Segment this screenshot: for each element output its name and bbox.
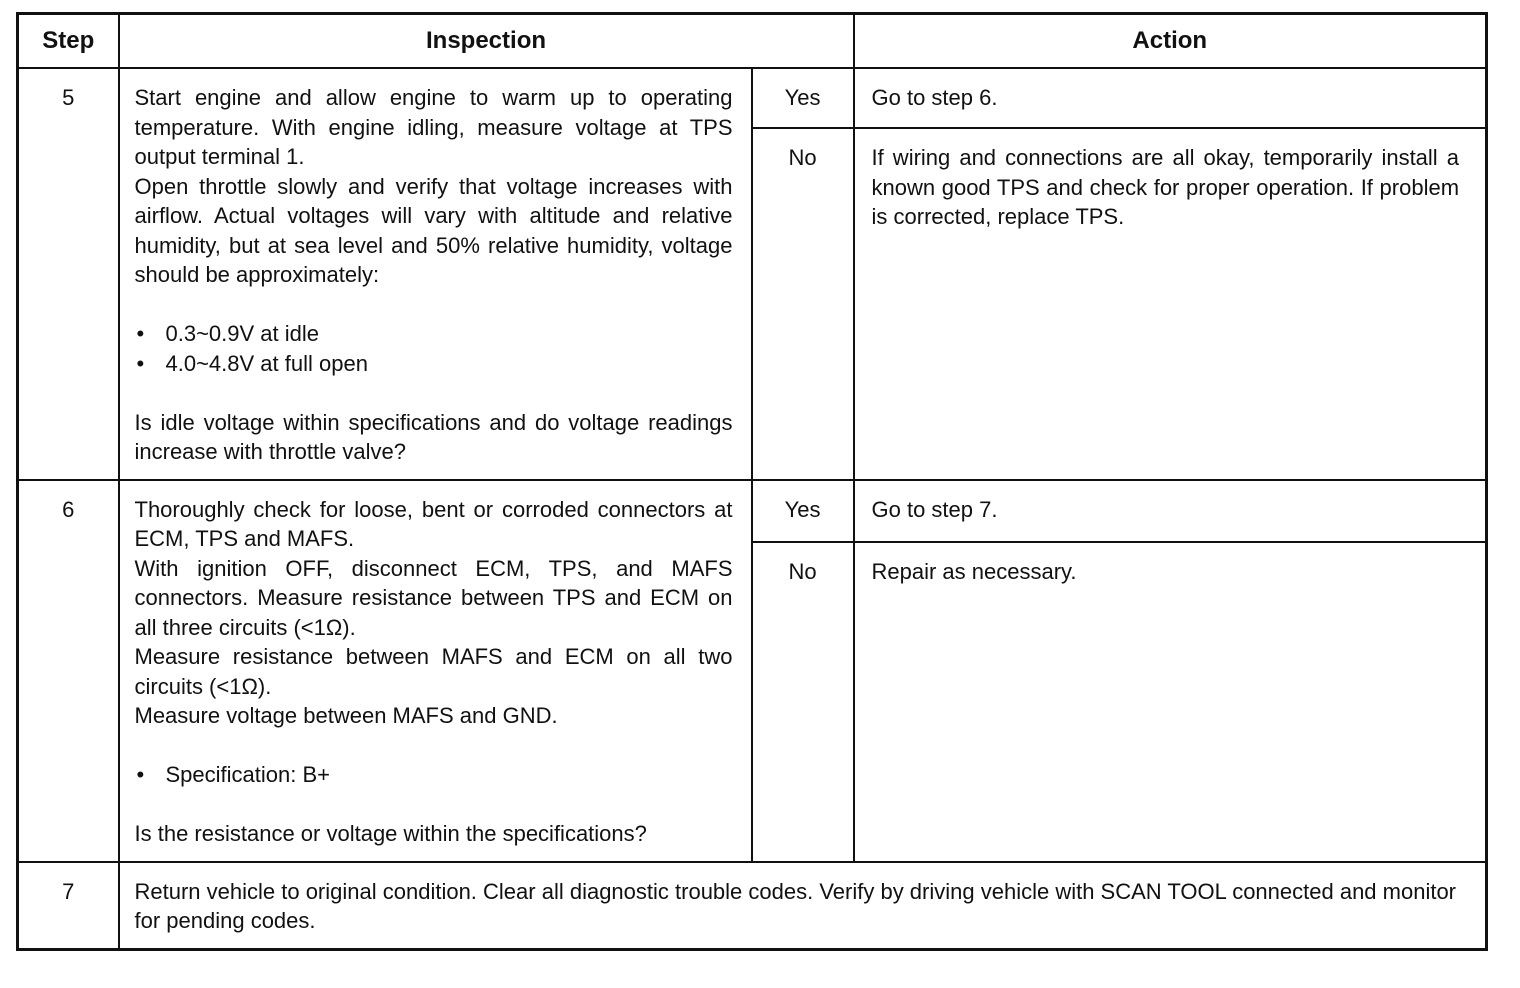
inspection-question: Is the resistance or voltage within the specifications? bbox=[134, 821, 647, 846]
header-step: Step bbox=[18, 14, 119, 69]
step-7-text: Return vehicle to original condition. Clear all diagnostic trouble codes. Verify by driving vehicle with SCAN TOOL connected and monitor for pending codes. bbox=[119, 862, 1487, 950]
step-number: 6 bbox=[18, 480, 119, 862]
yes-label: Yes bbox=[752, 68, 854, 128]
spec-list bbox=[135, 760, 733, 790]
yes-action: Go to step 6. bbox=[854, 68, 1487, 128]
header-action: Action bbox=[854, 14, 1487, 69]
table-row-step-7 bbox=[18, 862, 1487, 950]
no-action: Repair as necessary. bbox=[854, 542, 1487, 862]
table-row-step-5-yes bbox=[18, 68, 1487, 128]
spec-item: • 0.3~0.9V at idle bbox=[135, 319, 733, 349]
diagnostic-table-page bbox=[16, 12, 1485, 951]
diagnostic-table bbox=[16, 12, 1488, 951]
inspection-cell bbox=[119, 68, 752, 480]
inspection-paragraph: Open throttle slowly and verify that voltage increases with airflow. Actual voltages will vary with altitude and relative humidity, but at sea level and 50% relative humidity, voltage should be approximately: bbox=[134, 173, 733, 287]
spec-item: • Specification: B+ bbox=[135, 760, 733, 790]
inspection-paragraph: With ignition OFF, disconnect ECM, TPS, and MAFS connectors. Measure resistance between TPS and ECM on all three circuits (<1Ω). bbox=[134, 555, 733, 640]
step-number: 7 bbox=[18, 862, 119, 950]
inspection-cell bbox=[119, 480, 752, 862]
inspection-paragraph: Start engine and allow engine to warm up to operating temperature. With engine idling, measure voltage at TPS output terminal 1. bbox=[134, 85, 733, 169]
yes-action: Go to step 7. bbox=[854, 480, 1487, 542]
no-label: No bbox=[752, 128, 854, 480]
yes-label: Yes bbox=[752, 480, 854, 542]
inspection-question: Is idle voltage within specifications and do voltage readings increase with throttle valve? bbox=[134, 409, 733, 464]
spec-list bbox=[135, 319, 733, 378]
no-label: No bbox=[752, 542, 854, 862]
inspection-paragraph: Thoroughly check for loose, bent or corroded connectors at ECM, TPS and MAFS. bbox=[134, 496, 733, 551]
step-number: 5 bbox=[18, 68, 119, 480]
inspection-paragraph: Measure voltage between MAFS and GND. bbox=[134, 703, 558, 728]
header-inspection: Inspection bbox=[119, 14, 854, 69]
table-row-step-6-yes bbox=[18, 480, 1487, 542]
no-action: If wiring and connections are all okay, temporarily install a known good TPS and check for proper operation. If problem is corrected, replace TPS. bbox=[854, 128, 1487, 480]
header-row bbox=[18, 14, 1487, 69]
inspection-paragraph: Measure resistance between MAFS and ECM on all two circuits (<1Ω). bbox=[134, 644, 733, 699]
spec-item: • 4.0~4.8V at full open bbox=[135, 349, 733, 379]
